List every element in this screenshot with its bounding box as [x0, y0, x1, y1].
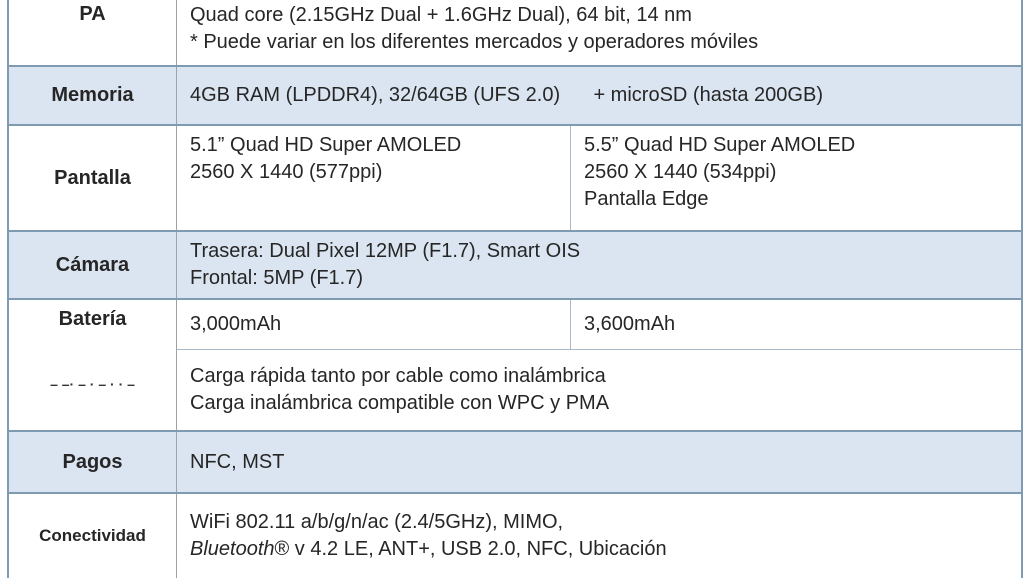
bluetooth-italic: Bluetooth [190, 538, 275, 560]
carga-line-2: Carga inalámbrica compatible con WPC y PMA [190, 392, 610, 414]
bateria-carga-subrow [177, 350, 1021, 430]
pantalla-col-right [571, 126, 1021, 230]
row-pa [9, 0, 1021, 65]
row-bateria [9, 298, 1021, 430]
conectividad-line-2-rest: ® v 4.2 LE, ANT+, USB 2.0, NFC, Ubicación [274, 538, 667, 560]
pantalla-right-line-2: 2560 X 1440 (534ppi) [584, 161, 777, 183]
row-conectividad [9, 492, 1021, 578]
spec-table [7, 0, 1023, 578]
row-camara-label: Cámara [9, 232, 177, 298]
bateria-dashed-line: – –· – · – · · – [50, 376, 135, 392]
bateria-capacity-left [177, 300, 571, 349]
pantalla-left-line-2: 2560 X 1440 (577ppi) [190, 161, 383, 183]
bateria-capacity-subrow [177, 300, 1021, 350]
row-memoria [9, 65, 1021, 124]
pantalla-right-line-1: 5.5” Quad HD Super AMOLED [584, 134, 856, 156]
pantalla-left-line-1: 5.1” Quad HD Super AMOLED [190, 134, 462, 156]
row-pantalla [9, 124, 1021, 230]
row-conectividad-value [177, 494, 1021, 578]
capacity-right-value: 3,600mAh [584, 313, 676, 335]
row-pa-value [177, 0, 1021, 65]
row-memoria-label: Memoria [9, 67, 177, 124]
bateria-content [177, 300, 1021, 430]
pantalla-columns [177, 126, 1021, 230]
row-pagos-label: Pagos [9, 432, 177, 492]
pa-line-1: Quad core (2.15GHz Dual + 1.6GHz Dual), 64 bit, 14 nm [190, 4, 692, 26]
bateria-capacity-right [571, 300, 1021, 349]
pantalla-right-line-3: Pantalla Edge [584, 188, 709, 210]
row-pagos-value [177, 432, 1021, 492]
conectividad-line-1: WiFi 802.11 a/b/g/n/ac (2.4/5GHz), MIMO, [190, 511, 564, 533]
pagos-line: NFC, MST [190, 450, 285, 473]
capacity-left-value: 3,000mAh [190, 313, 282, 335]
conectividad-line-2 [190, 536, 1021, 563]
camara-line-1: Trasera: Dual Pixel 12MP (F1.7), Smart OIS [190, 240, 581, 262]
carga-line-1: Carga rápida tanto por cable como inalámbrica [190, 365, 606, 387]
row-camara-value [177, 232, 1021, 298]
bateria-label-text: Batería [58, 308, 127, 330]
row-conectividad-label: Conectividad [9, 494, 177, 578]
row-memoria-value [177, 67, 1021, 124]
row-camara [9, 230, 1021, 298]
pa-line-2: * Puede variar en los diferentes mercados y operadores móviles [190, 31, 759, 53]
memoria-line: 4GB RAM (LPDDR4), 32/64GB (UFS 2.0) + microSD (hasta 200GB) [190, 84, 823, 106]
pantalla-col-left [177, 126, 571, 230]
row-pagos [9, 430, 1021, 492]
row-pa-label: PA [9, 0, 177, 65]
camara-line-2: Frontal: 5MP (F1.7) [190, 267, 364, 289]
row-pantalla-label: Pantalla [9, 126, 177, 230]
row-bateria-label [9, 300, 177, 430]
